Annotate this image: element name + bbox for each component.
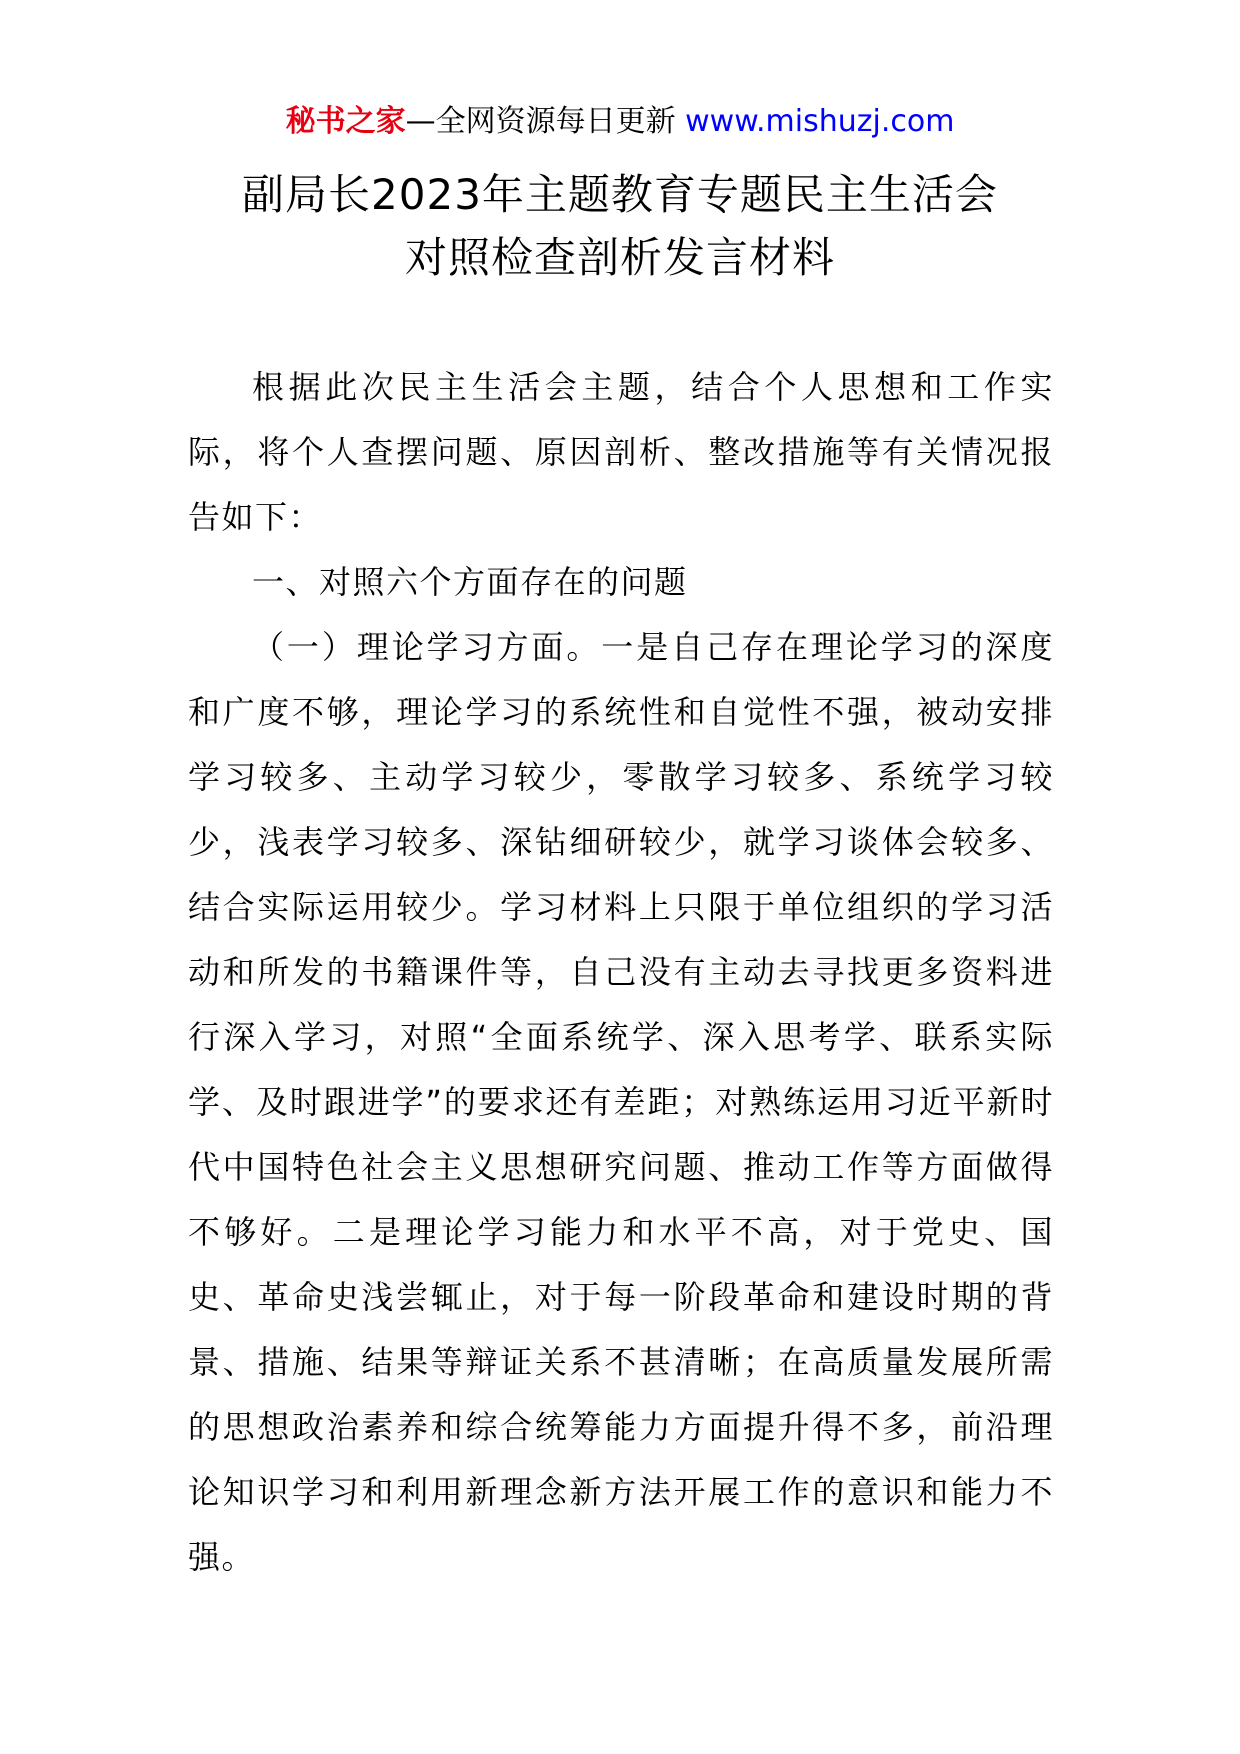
document-title-line-2: 对照检查剖析发言材料 <box>404 233 835 282</box>
theory-study-paragraph: （一）理论学习方面。一是自己存在理论学习的深度和广度不够，理论学习的系统性和自觉性不强，被动安排学习较多、主动学习较少，零散学习较多、系统学习较少，浅表学习较多、深钻细研较少，就学习谈体会较多、结合实际运用较少。学习材料上只限于单位组织的学习活动和所发的书籍课件等，自己没有主动去寻找更多资料进行深入学习，对照“全面系统学、深入思考学、联系实际学、及时跟进学”的要求还有差距；对熟练运用习近平新时代中国特色社会主义思想研究问题、推动工作等方面做得不够好。二是理论学习能力和水平不高，对于党史、国史、革命史浅尝辄止，对于每一阶段革命和建设时期的背景、措施、结果等辩证关系不甚清晰；在高质量发展所需的思想政治素养和综合统筹能力方面提升得不多，前沿理论知识学习和利用新理念新方法开展工作的意识和能力不强。 <box>188 628 1054 1576</box>
section-heading: 一、对照六个方面存在的问题 <box>252 563 688 601</box>
brand-name: 秘书之家 <box>285 104 406 139</box>
header-tagline: —全网资源每日更新 <box>405 104 686 139</box>
intro-paragraph: 根据此次民主生活会主题，结合个人思想和工作实际，将个人查摆问题、原因剖析、整改措施等有关情况报告如下： <box>188 368 1054 536</box>
document-title-line-1: 副局长2023年主题教育专题民主生活会 <box>242 170 998 219</box>
site-url-link[interactable]: www.mishuzj.com <box>685 104 955 139</box>
document-body <box>188 355 1054 1590</box>
site-header <box>0 100 1240 144</box>
